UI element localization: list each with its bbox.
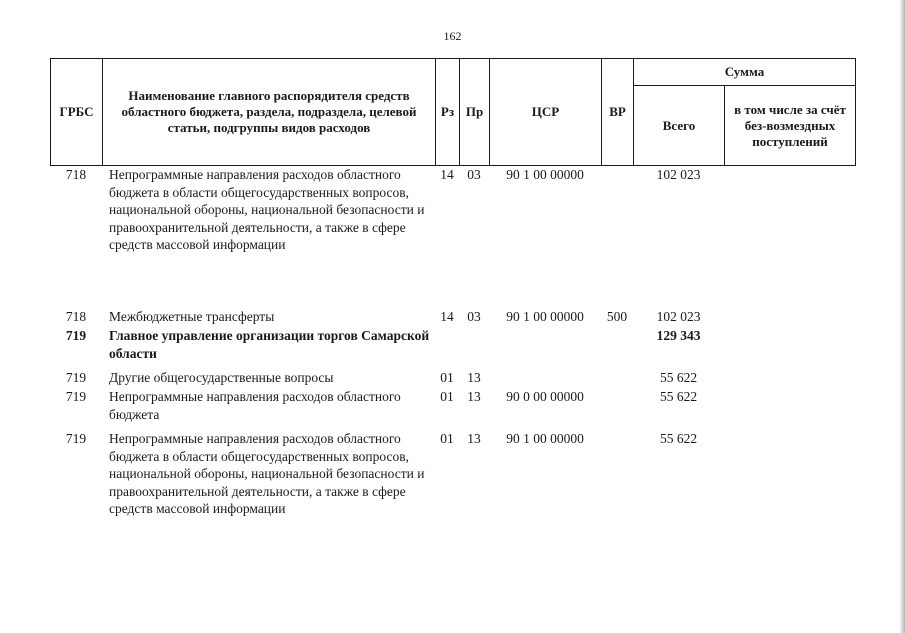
cell-incl xyxy=(724,327,855,369)
header-incl: в том числе за счёт без-возмездных поступлений xyxy=(725,86,856,166)
cell-incl xyxy=(724,166,855,308)
cell-total: 55 622 xyxy=(659,431,698,446)
header-vr: ВР xyxy=(602,59,634,166)
cell-total: 55 622 xyxy=(659,370,698,385)
cell-pr: 03 xyxy=(467,309,481,324)
cell-csr: 90 1 00 00000 xyxy=(506,167,584,182)
cell-csr xyxy=(489,369,601,388)
cell-incl xyxy=(724,369,855,388)
header-rz: Рз xyxy=(436,59,460,166)
cell-pr: 13 xyxy=(467,431,481,446)
header-csr: ЦСР xyxy=(490,59,602,166)
cell-rz: 01 xyxy=(440,389,454,404)
scan-edge-shadow xyxy=(899,0,905,633)
cell-total: 102 023 xyxy=(656,167,701,182)
header-pr: Пр xyxy=(460,59,490,166)
cell-name: Непрограммные направления расходов областного бюджета xyxy=(109,389,401,422)
cell-name: Другие общегосударственные вопросы xyxy=(109,370,334,385)
cell-name: Непрограммные направления расходов областного бюджета в области общегосударственных вопросов, национальной обороны, национальной безопасности и правоохранительной деятельности, а также в сфере средств массовой информации xyxy=(109,431,425,516)
cell-pr: 13 xyxy=(467,389,481,404)
cell-grbs: 719 xyxy=(65,431,87,446)
cell-csr xyxy=(489,327,601,369)
cell-grbs: 718 xyxy=(65,309,87,324)
cell-pr xyxy=(459,327,489,369)
cell-grbs: 719 xyxy=(65,370,87,385)
cell-rz: 14 xyxy=(440,309,454,324)
cell-incl xyxy=(724,308,855,327)
table-row xyxy=(50,430,855,540)
cell-incl xyxy=(724,388,855,430)
header-total: Всего xyxy=(634,86,725,166)
cell-grbs: 718 xyxy=(65,167,87,182)
table-row xyxy=(50,327,855,369)
cell-vr: 500 xyxy=(606,309,628,324)
cell-csr: 90 1 00 00000 xyxy=(506,431,584,446)
header-name: Наименование главного распорядителя средств областного бюджета, раздела, подраздела, целевой статьи, подгруппы видов расходов xyxy=(103,59,436,166)
cell-csr: 90 0 00 00000 xyxy=(506,389,584,404)
cell-rz xyxy=(435,327,459,369)
cell-rz: 01 xyxy=(440,431,454,446)
cell-total: 102 023 xyxy=(656,309,701,324)
cell-total: 55 622 xyxy=(659,389,698,404)
cell-name: Межбюджетные трансферты xyxy=(109,309,275,324)
table-row xyxy=(50,308,855,327)
cell-vr xyxy=(601,327,633,369)
header-grbs: ГРБС xyxy=(51,59,103,166)
table-row xyxy=(50,388,855,430)
budget-table-body xyxy=(50,166,855,540)
cell-vr xyxy=(601,388,633,430)
cell-vr xyxy=(601,369,633,388)
table-header xyxy=(50,58,856,166)
cell-name: Непрограммные направления расходов областного бюджета в области общегосударственных вопросов, национальной обороны, национальной безопасности и правоохранительной деятельности, а также в сфере средств массовой информации xyxy=(109,167,425,252)
cell-incl xyxy=(724,430,855,540)
page-number: 162 xyxy=(443,29,462,43)
cell-grbs: 719 xyxy=(65,389,87,404)
cell-rz: 01 xyxy=(440,370,454,385)
table-row xyxy=(50,369,855,388)
cell-total: 129 343 xyxy=(656,328,701,343)
cell-grbs: 719 xyxy=(65,328,87,343)
cell-csr: 90 1 00 00000 xyxy=(506,309,584,324)
cell-pr: 13 xyxy=(467,370,481,385)
table-row xyxy=(50,166,855,308)
cell-name: Главное управление организации торгов Самарской области xyxy=(109,328,430,361)
cell-pr: 03 xyxy=(467,167,481,182)
cell-rz: 14 xyxy=(440,167,454,182)
cell-vr xyxy=(601,430,633,540)
header-sum: Сумма xyxy=(634,59,856,86)
cell-vr xyxy=(601,166,633,308)
